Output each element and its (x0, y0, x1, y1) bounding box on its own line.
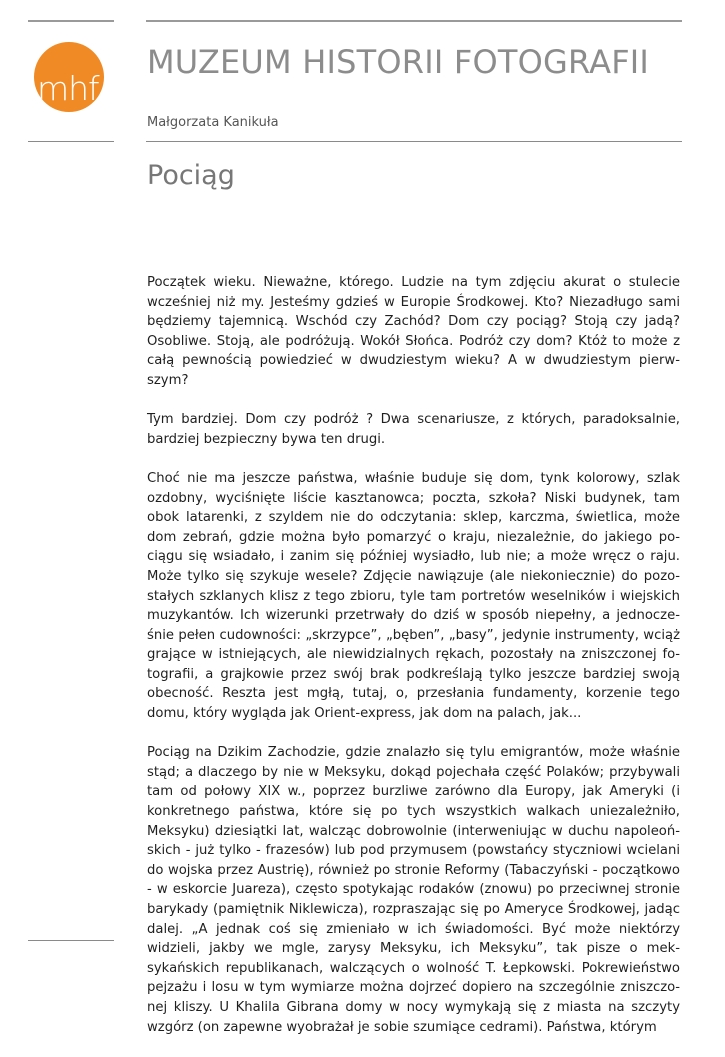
paragraph: Tym bardziej. Dom czy podróż ? Dwa scenariusze, z których, paradoksalnie, bardziej bezpieczny bywa ten drugi. (147, 412, 680, 447)
paragraph: Początek wieku. Nieważne, którego. Ludzie na tym zdjęciu akurat o stulecie wcześniej niż my. Jesteśmy gdzieś w Europie Środkowej. Kto? Niezadługo sami będziemy tajemnicą. Wschód czy Zachód? Dom czy pociąg? Stoją czy jadą? Osobliwe. Stoją, ale podróżują. Wokół Słońca. Podróż czy dom? Któż to może z całą pewnością powiedzieć w dwudziestym wieku? A w dwudziestym pierwszym? (147, 275, 680, 388)
logo-text: mhf (37, 69, 99, 108)
top-divider-right (146, 20, 682, 22)
header-divider-left (28, 141, 114, 142)
paragraph: Pociąg na Dzikim Zachodzie, gdzie znalazło się tylu emigrantów, może właśnie stąd; a dlaczego by nie w Meksyku, dokąd pojechała część Polaków; przybywali tam od połowy XIX w., poprzez burzliwe zarówno dla Europy, jak Ameryki (i konkretnego państwa, które się po tych wszystkich walkach uniezależniło, Meksyku) dziesiątki lat, walcząc dobrowolnie (interweniując w duchu napoleońskich - już tylko - frazesów) lub pod przymusem (powstańcy styczniowi wcielani do wojska przez Austrię), również po stronie Reformy (Tabaczyński - początkowo - w eskorcie Juareza), często spotykając rodaków (znowu) po przeciwnej stronie barykady (pamiętnik Niklewicza), rozpraszając się po Ameryce Środkowej, jadąc dalej. „A jednak coś się zmieniało w ich świadomości. Być może niektórzy widzieli, jakby we mgle, zarysy Meksyku, ich Meksyku”, tak pisze o meksykańskich republikanach, walczących o wolność T. Łepkowski. Pokrewieństwo pejzażu i losu w tym wymiarze można dojrzeć dopiero na szczególnie zniszczonej kliszy. U Khalila Gibrana domy w nocy wymykają się z miasta na szczyty wzgórz (on zapewne wyobrażał je sobie szumiące cedrami). Państwa, którym (147, 745, 680, 1035)
museum-title: MUZEUM HISTORII FOTOGRAFII (147, 43, 650, 81)
header-divider-right (146, 141, 682, 142)
top-divider-left (28, 20, 114, 22)
article-title: Pociąg (147, 160, 235, 191)
museum-logo (34, 42, 104, 112)
paragraph: Choć nie ma jeszcze państwa, właśnie buduje się dom, tynk kolorowy, szlak ozdobny, wyciśnięte liście kasztanowca; poczta, szkoła? Niski budynek, tam obok latarenki, z szyldem nie do odczytania: sklep, karczma, świetlica, może dom zebrań, gdzie można było pomarzyć o kraju, niezależnie, do jakiego pociągu się wsiadało, i zanim się później wysiadło, lub nie; a może wręcz o raju. Może tylko się szykuje wesele? Zdjęcie nawiązuje (ale niekoniecznie) do pozostałych szklanych klisz z tego zbioru, tyle tam portretów weselników i wiejskich muzykantów. Ich wizerunki przetrwały do dziś w sposób niepełny, a jednocześnie pełen cudowności: „skrzypce”, „bęben”, „basy”, jedynie instrumenty, wciąż grające w istniejących, ale niewidzialnych rękach, pozostały na zniszczonej fotografii, a grajkowie przez swój brak podkreślają tylko jeszcze bardziej swoją obecność. Reszta jest mgłą, tutaj, o, przesłania fundamenty, korzenie tego domu, który wygląda jak Orient-express, jak dom na palach, jak... (147, 470, 680, 722)
article-body (147, 273, 680, 1057)
author-name: Małgorzata Kanikuła (147, 115, 279, 130)
footer-divider-left (28, 940, 114, 941)
